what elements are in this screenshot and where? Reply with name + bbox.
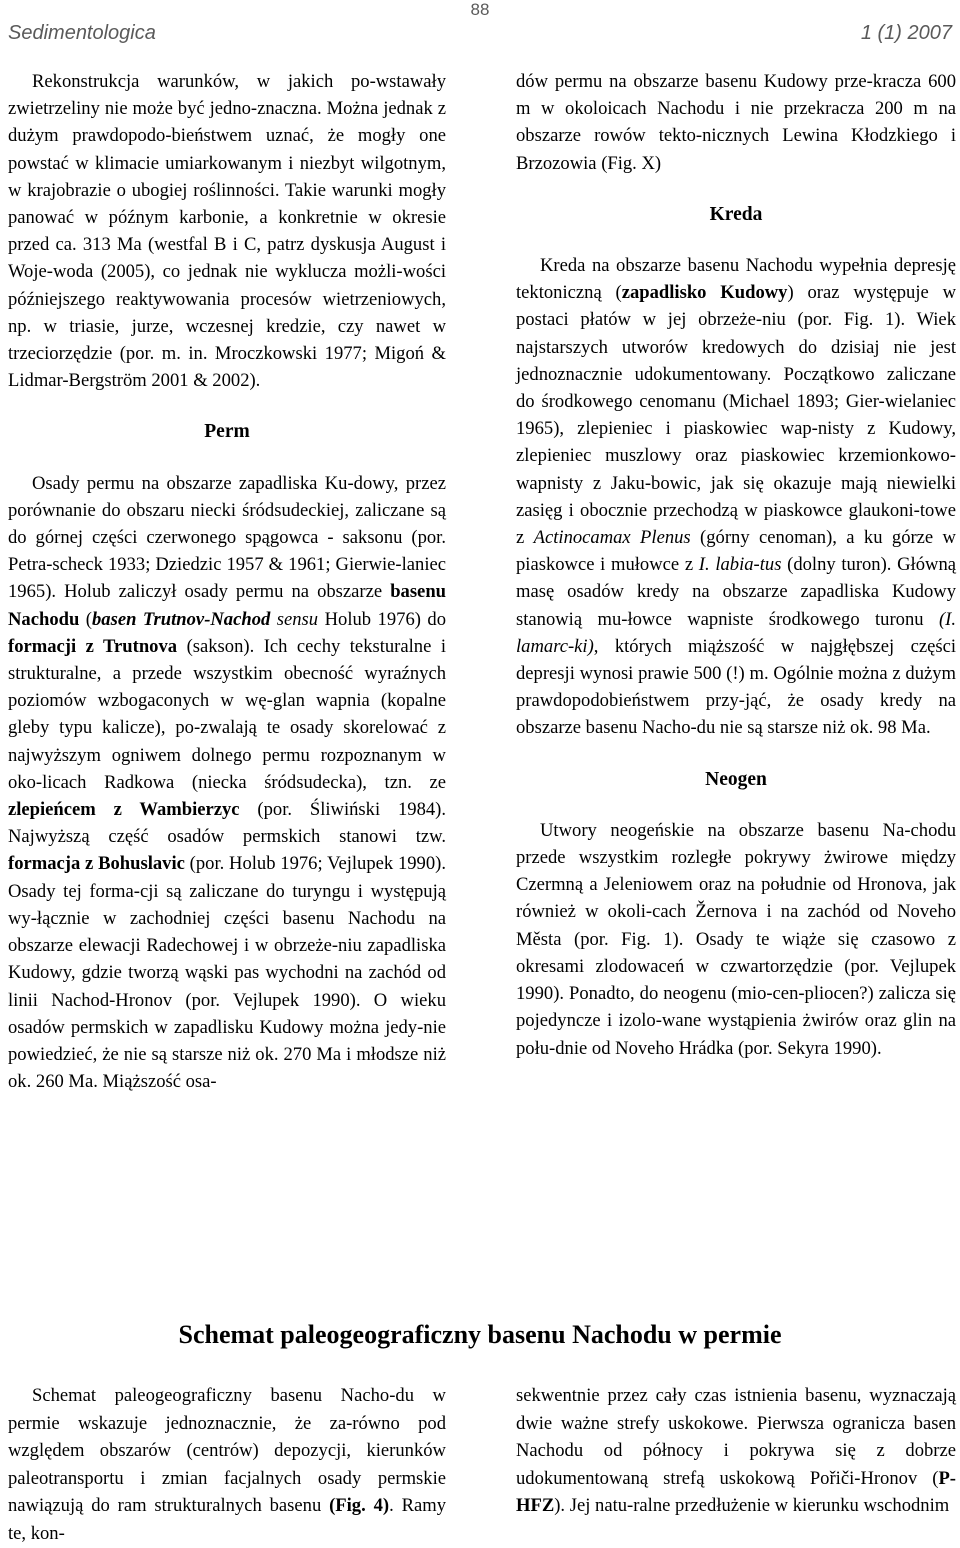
heading-perm: Perm [204, 421, 250, 443]
bottom-left-column [8, 1382, 446, 1548]
bottom-right-column [516, 1382, 956, 1520]
paragraph-neogen: Utwory neogeńskie na obszarze basenu Na-chodu przede wszystkim rozległe pokrywy żwirowe między Czermną a Jeleniowem oraz na południe od Hronova, jak również w okoli-cach Žernova i na zachód od Noveho Města (por. Fig. 1). Osady te wiąże się czasowo z okresami zlodowaceń w czwartorzędzie (por. Vejlupek 1990). Ponadto, do neogenu (mio-cen-pliocen?) zalicza się pojedyncze i izolo-wane wystąpienia żwirów oraz glin na połu-dnie od Noveho Hrádka (por. Sekyra 1990). [516, 819, 956, 1059]
right-column [516, 68, 956, 1062]
left-column [8, 68, 446, 1095]
issue-label: 1 (1) 2007 [860, 22, 952, 44]
paragraph-perm-cont: dów permu na obszarze basenu Kudowy prze-kracza 600 m w okoloicach Nachodu i nie przekracza 200 m na obszarze rowów tekto-nicznych Lewina Kłodzkiego i Brzozowia (Fig. X) [516, 71, 956, 174]
paragraph-kreda: Kreda na obszarze basenu Nachodu wypełnia depresję tektoniczną (zapadlisko Kudowy) oraz występuje w postaci płatów w jej obrzeże-niu (por. Fig. 1). Wiek najstarszych utworów kredowych do dzisiaj nie jest jednoznacznie udokumentowany. Początkowo zaliczane do środkowego cenomanu (Michael 1893; Gier-wielaniec 1965), zlepieniec i piaskowiec wap-nisty z Kudowy, zlepieniec muszlowy oraz piaskowiec krzemionkowo-wapnisty z Jaku-bowic, jak się okazuje mają niewielki zasięg i obocznie przechodzą w piaskowce glaukoni-towe z Actinocamax Plenus (górny cenoman), a ku górze w piaskowce i mułowce z I. labia-tus (dolny turon). Główną masę osadów kredy na obszarze zapadliska Kudowy stanowią mu-łowce wapniste środkowego turonu (I. lamarc-ki), których miąższość w najgłębszej części depresji wynosi prawie 500 (!) m. Ogólnie można z dużym prawdopodobieństwem przy-jąć, że osady kredy na obszarze basenu Nacho-du nie są starsze niż ok. 98 Ma. [516, 255, 956, 739]
paragraph-perm: Osady permu na obszarze zapadliska Ku-dowy, przez porównanie do obszaru niecki śródsudeckiej, zaliczane są do górnej części czerwonego spągowca - saksonu (por. Petra-scheck 1933; Dziedzic 1957 & 1961; Gierwie-laniec 1965). Holub zaliczył osady permu na obszarze basenu Nachodu (basen Trutnov-Nachod sensu Holub 1976) do formacji z Trutnova (sakson). Ich cechy teksturalne i strukturalne, a przede wszystkim obecność wyraźnych poziomów wzbogaconych w wę-glan wapnia (kopalne gleby typu kalicze), po-zwalają te osady skorelować z najwyższym ogniwem dolnego permu rozpoznanym w oko-licach Radkowa (niecka śródsudecka), tzn. ze zlepieńcem z Wambierzyc (por. Śliwiński 1984). Najwyższą część osadów permskich stanowi tzw. formacja z Bohuslavic (por. Holub 1976; Vejlupek 1990). Osady tej forma-cji są zaliczane do turyngu i występują wy-łącznie w zachodniej części basenu Nachodu na obszarze elewacji Radechowej i w obrzeże-niu zapadliska Kudowy, gdzie tworzą wąski pas wychodni na zachód od linii Nachod-Hronov (por. Vejlupek 1990). O wieku osadów permskich w zapadlisku Kudowy można jedy-nie powiedzieć, że nie są starsze niż ok. 270 Ma i młodsze niż ok. 260 Ma. Miąższość osa- [8, 472, 447, 1093]
journal-name: Sedimentologica [8, 22, 156, 44]
section-title: Schemat paleogeograficzny basenu Nachodu w permie [178, 1320, 782, 1349]
page-number: 88 [470, 0, 490, 19]
paragraph-reconstruction: Rekonstrukcja warunków, w jakich po-wstawały zwietrzeliny nie może być jedno-znaczna. Można jednak z dużym prawdopodo-bieństwem uznać, że mogły one powstać w klimacie umiarkowanym i niezbyt wilgotnym, w krajobrazie o ubogiej roślinności. Takie warunki mogły panować w późnym karbonie, a konkretnie w okresie przed ca. 313 Ma (westfal B i C, patrz dyskusja August i Woje-woda (2005), co jednak nie wyklucza możli-wości późniejszego reaktywowania procesów wietrzeniowych, np. w triasie, jurze, wczesnej kredzie, czy nawet w trzeciorzędzie (por. m. in. Mroczkowski 1977; Migoń & Lidmar-Bergström 2001 & 2002). [8, 71, 446, 392]
heading-kreda: Kreda [709, 203, 763, 225]
heading-neogen: Neogen [705, 768, 767, 790]
paragraph-schemat-cont: sekwentnie przez cały czas istnienia basenu, wyznaczają dwie ważne strefy uskokowe. Pierwsza ogranicza basen Nachodu od północy i pokrywa się z dobrze udokumentowaną strefą uskokową Pořiči-Hronov (P-HFZ). Jej natu-ralne przedłużenie w kierunku wschodnim [516, 1385, 956, 1517]
paragraph-schemat: Schemat paleogeograficzny basenu Nacho-du w permie wskazuje jednoznacznie, że za-równo pod względem obszarów (centrów) depozycji, kierunków paleotransportu i zmian facjalnych osady permskie nawiązują do ram strukturalnych basenu (Fig. 4). Ramy te, kon- [8, 1385, 446, 1544]
